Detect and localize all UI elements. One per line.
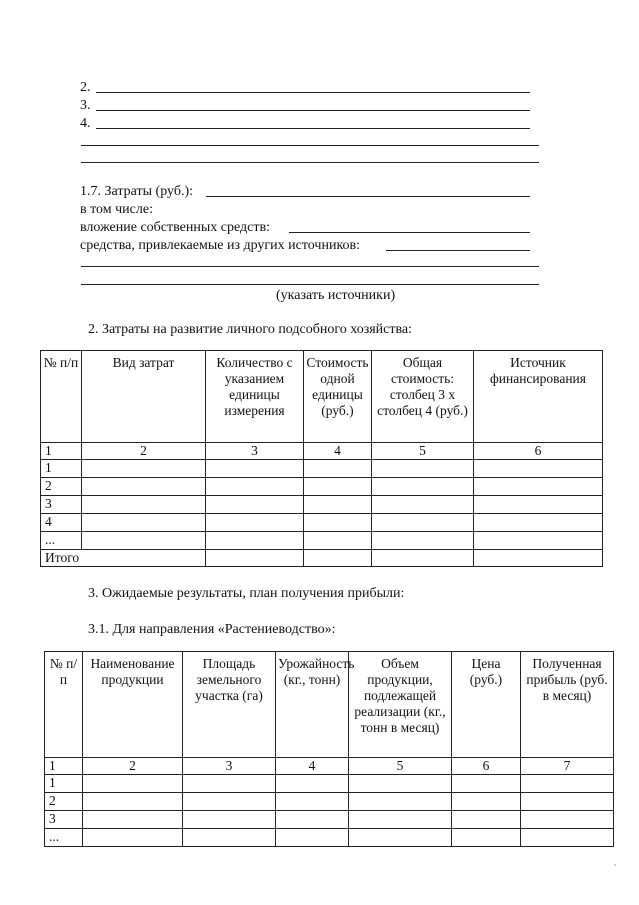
own-funds-label: вложение собственных средств: — [80, 220, 270, 235]
table-cell[interactable] — [521, 775, 614, 793]
table-row — [45, 793, 614, 811]
fill-line — [96, 92, 530, 93]
section2-title: 2. Затраты на развитие личного подсобного хозяйства: — [88, 322, 413, 337]
fill-line — [81, 145, 539, 146]
table-cell[interactable] — [82, 532, 206, 550]
scan-speck — [614, 864, 616, 866]
table-row — [41, 478, 603, 496]
table-cell[interactable] — [372, 550, 474, 567]
header-cell: № п/п — [45, 652, 83, 758]
header-cell: Урожайность (кг., тонн) — [276, 652, 349, 758]
table-row — [41, 514, 603, 532]
column-number-row — [45, 758, 614, 775]
table-cell[interactable] — [276, 811, 349, 829]
header-cell: Общая стоимость: столбец 3 х столбец 4 (руб.) — [372, 351, 474, 443]
costs-table — [40, 350, 603, 567]
table-cell[interactable] — [372, 496, 474, 514]
table-cell[interactable] — [206, 478, 304, 496]
table-cell[interactable] — [474, 478, 603, 496]
fill-line — [289, 232, 530, 233]
list-item-number: 4. — [80, 116, 91, 131]
table-cell[interactable] — [183, 793, 276, 811]
fill-line — [81, 162, 539, 163]
table-cell[interactable] — [82, 460, 206, 478]
fill-line — [386, 250, 530, 251]
costs-incl-label: в том числе: — [80, 202, 153, 217]
costs-heading: 1.7. Затраты (руб.): — [80, 184, 193, 199]
column-number: 6 — [474, 443, 603, 460]
table-cell[interactable] — [521, 829, 614, 847]
table-cell[interactable] — [206, 460, 304, 478]
table-row — [41, 532, 603, 550]
results-table — [44, 651, 614, 847]
header-cell: № п/п — [41, 351, 82, 443]
table-cell[interactable] — [304, 496, 372, 514]
table-cell[interactable] — [304, 514, 372, 532]
table-cell[interactable] — [276, 775, 349, 793]
table-cell[interactable] — [304, 550, 372, 567]
table-cell[interactable] — [474, 532, 603, 550]
table-cell[interactable] — [83, 793, 183, 811]
total-row — [41, 550, 603, 567]
column-number: 2 — [82, 443, 206, 460]
table-cell[interactable] — [349, 793, 452, 811]
header-cell: Полученная прибыль (руб. в месяц) — [521, 652, 614, 758]
table-cell[interactable] — [474, 550, 603, 567]
column-number: 1 — [41, 443, 82, 460]
table-cell[interactable] — [206, 496, 304, 514]
row-number: 3 — [41, 496, 82, 514]
row-number: ... — [41, 532, 82, 550]
row-number: 2 — [45, 793, 83, 811]
row-number: 1 — [45, 775, 83, 793]
table-cell[interactable] — [452, 775, 521, 793]
table-cell[interactable] — [474, 514, 603, 532]
table-cell[interactable] — [372, 514, 474, 532]
table-cell[interactable] — [276, 793, 349, 811]
list-item-number: 2. — [80, 80, 91, 95]
header-cell: Объем продукции, подлежащей реализации (кг., тонн в месяц) — [349, 652, 452, 758]
table-cell[interactable] — [372, 460, 474, 478]
table-cell[interactable] — [452, 829, 521, 847]
column-number: 3 — [183, 758, 276, 775]
table-cell[interactable] — [452, 811, 521, 829]
fill-line — [81, 284, 539, 285]
column-number: 6 — [452, 758, 521, 775]
header-cell: Площадь земельного участка (га) — [183, 652, 276, 758]
table-cell[interactable] — [183, 775, 276, 793]
header-cell: Вид затрат — [82, 351, 206, 443]
table-cell[interactable] — [206, 532, 304, 550]
table-cell[interactable] — [183, 811, 276, 829]
column-number: 5 — [372, 443, 474, 460]
table-cell[interactable] — [521, 811, 614, 829]
table-cell[interactable] — [183, 829, 276, 847]
sources-note: (указать источники) — [276, 288, 396, 303]
table-cell[interactable] — [452, 793, 521, 811]
table-cell[interactable] — [82, 478, 206, 496]
table-row — [41, 460, 603, 478]
table-cell[interactable] — [83, 811, 183, 829]
row-number: ... — [45, 829, 83, 847]
other-sources-label: средства, привлекаемые из других источников: — [80, 238, 361, 253]
table-cell[interactable] — [372, 532, 474, 550]
table-cell[interactable] — [349, 775, 452, 793]
table-cell[interactable] — [474, 496, 603, 514]
header-row — [45, 652, 614, 758]
row-number: 2 — [41, 478, 82, 496]
header-cell: Источник финансирования — [474, 351, 603, 443]
column-number: 4 — [276, 758, 349, 775]
section3-title: 3. Ожидаемые результаты, план получения прибыли: — [88, 586, 405, 601]
table-cell[interactable] — [206, 550, 304, 567]
header-cell: Наименование продукции — [83, 652, 183, 758]
fill-line — [96, 110, 530, 111]
table-row — [41, 496, 603, 514]
table-row — [45, 829, 614, 847]
header-cell: Количество с указанием единицы измерения — [206, 351, 304, 443]
fill-line — [81, 266, 539, 267]
row-number: 1 — [41, 460, 82, 478]
column-number: 1 — [45, 758, 83, 775]
table-cell[interactable] — [83, 829, 183, 847]
fill-line — [206, 196, 530, 197]
list-item-number: 3. — [80, 98, 91, 113]
table-row — [45, 775, 614, 793]
table-cell[interactable] — [304, 478, 372, 496]
row-number: 3 — [45, 811, 83, 829]
row-number: 4 — [41, 514, 82, 532]
fill-line — [96, 128, 530, 129]
table-cell[interactable] — [276, 829, 349, 847]
table-cell[interactable] — [349, 811, 452, 829]
table-cell[interactable] — [83, 775, 183, 793]
column-number: 5 — [349, 758, 452, 775]
header-cell: Цена (руб.) — [452, 652, 521, 758]
column-number: 3 — [206, 443, 304, 460]
table-cell[interactable] — [474, 460, 603, 478]
header-cell: Стоимость одной единицы (руб.) — [304, 351, 372, 443]
column-number: 2 — [83, 758, 183, 775]
column-number-row — [41, 443, 603, 460]
table-cell[interactable] — [349, 829, 452, 847]
table-cell[interactable] — [304, 460, 372, 478]
total-label: Итого — [41, 550, 206, 567]
table-cell[interactable] — [206, 514, 304, 532]
table-cell[interactable] — [372, 478, 474, 496]
column-number: 7 — [521, 758, 614, 775]
table-cell[interactable] — [82, 514, 206, 532]
column-number: 4 — [304, 443, 372, 460]
table-row — [45, 811, 614, 829]
table-cell[interactable] — [82, 496, 206, 514]
section3-subtitle: 3.1. Для направления «Растениеводство»: — [88, 622, 336, 637]
header-row — [41, 351, 603, 443]
table-cell[interactable] — [521, 793, 614, 811]
table-cell[interactable] — [304, 532, 372, 550]
